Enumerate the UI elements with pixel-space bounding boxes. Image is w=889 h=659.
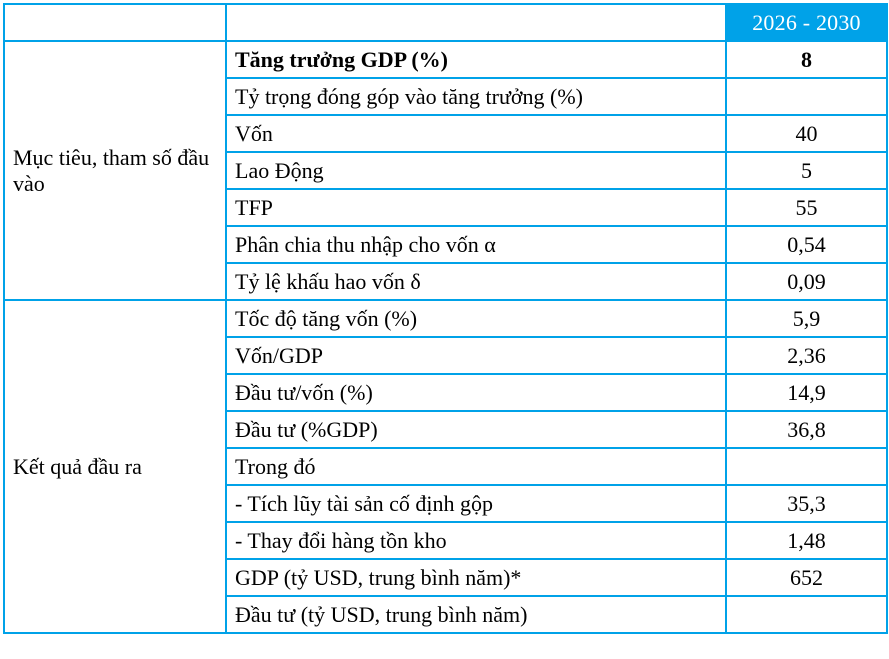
table-body [4, 41, 887, 633]
row-label: Đầu tư (%GDP) [226, 411, 726, 448]
economic-parameters-table [3, 3, 888, 634]
row-value: 5 [726, 152, 887, 189]
row-value: 2,36 [726, 337, 887, 374]
row-value: 5,9 [726, 300, 887, 337]
row-label: Tỷ lệ khấu hao vốn δ [226, 263, 726, 300]
row-label: - Tích lũy tài sản cố định gộp [226, 485, 726, 522]
header-period-cell: 2026 - 2030 [726, 4, 887, 41]
row-value: 40 [726, 115, 887, 152]
header-indicator-cell [226, 4, 726, 41]
row-label: TFP [226, 189, 726, 226]
row-label: Vốn/GDP [226, 337, 726, 374]
row-label: Phân chia thu nhập cho vốn α [226, 226, 726, 263]
row-value [726, 448, 887, 485]
row-value: 36,8 [726, 411, 887, 448]
table-row [4, 300, 887, 337]
header-corner-cell [4, 4, 226, 41]
row-label: Trong đó [226, 448, 726, 485]
row-label: - Thay đổi hàng tồn kho [226, 522, 726, 559]
row-value: 0,09 [726, 263, 887, 300]
table-row [4, 41, 887, 78]
row-label: Tăng trưởng GDP (%) [226, 41, 726, 78]
row-label: Tốc độ tăng vốn (%) [226, 300, 726, 337]
row-value: 0,54 [726, 226, 887, 263]
row-label: Đầu tư/vốn (%) [226, 374, 726, 411]
row-label: Tỷ trọng đóng góp vào tăng trưởng (%) [226, 78, 726, 115]
row-value: 35,3 [726, 485, 887, 522]
row-value [726, 596, 887, 633]
table-header-row [4, 4, 887, 41]
row-label: Lao Động [226, 152, 726, 189]
row-value: 1,48 [726, 522, 887, 559]
row-value: 55 [726, 189, 887, 226]
document-page [0, 3, 889, 659]
row-label: Vốn [226, 115, 726, 152]
group-label-inputs: Mục tiêu, tham số đầu vào [4, 41, 226, 300]
row-value: 8 [726, 41, 887, 78]
row-label: Đầu tư (tỷ USD, trung bình năm) [226, 596, 726, 633]
group-label-outputs: Kết quả đầu ra [4, 300, 226, 633]
table-header [4, 4, 887, 41]
row-value: 14,9 [726, 374, 887, 411]
row-value [726, 78, 887, 115]
row-label: GDP (tỷ USD, trung bình năm)* [226, 559, 726, 596]
row-value: 652 [726, 559, 887, 596]
